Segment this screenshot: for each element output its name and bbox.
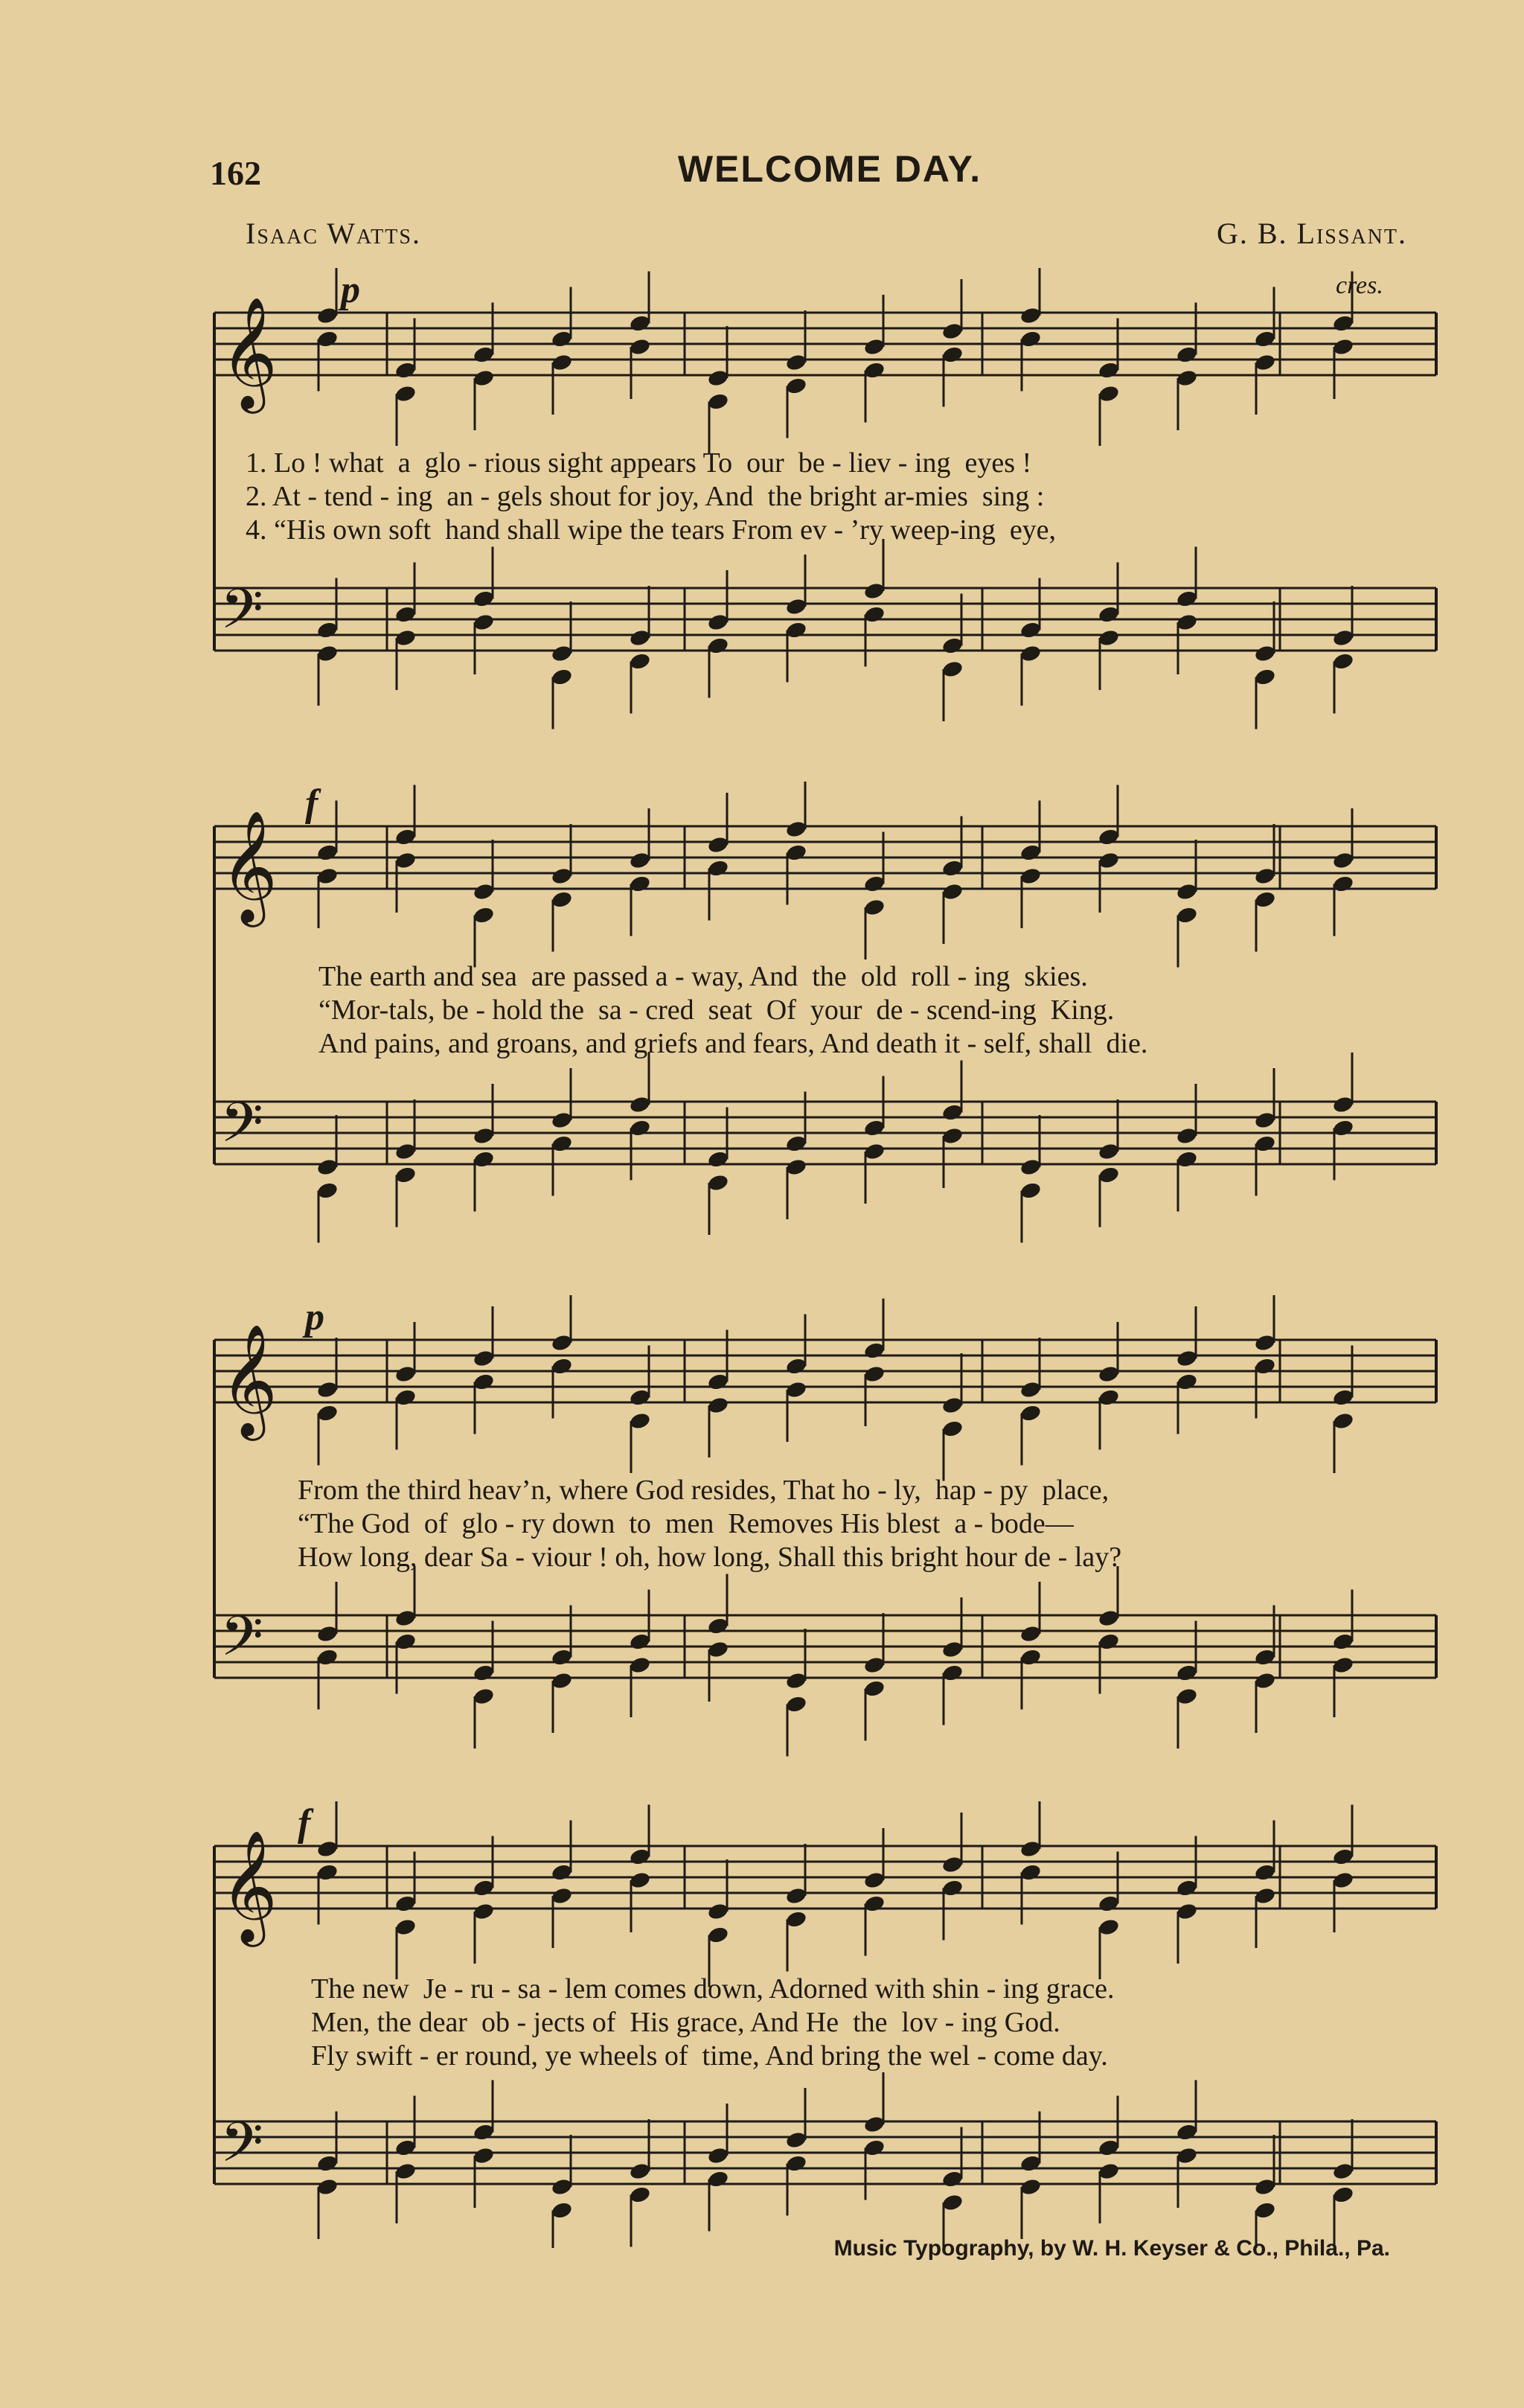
dynamic-marking: p (305, 1296, 324, 1338)
lyric-line-verse-2: 2. At - tend - ing an - gels shout for joy, And the bright ar-mies sing : (246, 481, 1045, 512)
dynamic-marking: f (298, 1802, 311, 1845)
music-system-1 (0, 268, 1524, 744)
bass-clef-icon: 𝄢 (220, 577, 263, 655)
lyric-line-verse-1: From the third heav’n, where God resides, That ho - ly, hap - py place, (298, 1475, 1110, 1506)
lyrics-block (318, 960, 1442, 1061)
treble-clef-icon: 𝄞 (220, 809, 278, 922)
lyric-line-verse-4: And pains, and groans, and griefs and fears, And death it - self, shall die. (318, 1028, 1148, 1059)
music-system-3 (0, 1295, 1524, 1772)
words-author: Isaac Watts. (246, 217, 421, 250)
music-system-4 (0, 1801, 1524, 2248)
lyric-line-verse-2: “Mor-tals, be - hold the sa - cred seat Of your de - scend-ing King. (318, 994, 1115, 1026)
lyric-line-verse-4: Fly swift - er round, ye wheels of time, And bring the wel - come day. (311, 2040, 1108, 2072)
hymn-title: WELCOME DAY. (677, 148, 982, 190)
bass-clef-icon: 𝄢 (220, 2110, 263, 2188)
lyric-line-verse-4: 4. “His own soft hand shall wipe the tears From ev - ’ry weep-ing eye, (246, 514, 1057, 546)
lyrics-block (246, 447, 1442, 547)
lyric-line-verse-1: The new Je - ru - sa - lem comes down, Adorned with shin - ing grace. (311, 1973, 1115, 2005)
cres-marking: cres. (1336, 272, 1383, 299)
lyrics-block (311, 1973, 1442, 2073)
typography-credit: Music Typography, by W. H. Keyser & Co., Phila., Pa. (833, 2236, 1390, 2261)
dynamic-marking: f (305, 782, 318, 825)
lyric-line-verse-1: 1. Lo ! what a glo - rious sight appears To our be - liev - ing eyes ! (246, 447, 1032, 479)
music-system-2 (0, 782, 1524, 1258)
bass-clef-icon: 𝄢 (220, 1090, 263, 1169)
treble-clef-icon: 𝄞 (220, 1829, 278, 1942)
lyrics-block (298, 1474, 1442, 1574)
bass-clef-icon: 𝄢 (220, 1604, 263, 1682)
lyric-line-verse-1: The earth and sea are passed a - way, And the old roll - ing skies. (318, 961, 1088, 992)
treble-clef-icon: 𝄞 (220, 1323, 278, 1436)
music-composer: G. B. Lissant. (1216, 217, 1407, 250)
lyric-line-verse-2: Men, the dear ob - jects of His grace, And He the lov - ing God. (311, 2007, 1060, 2038)
page-number: 162 (210, 154, 261, 192)
lyric-line-verse-4: How long, dear Sa - viour ! oh, how long, Shall this bright hour de - lay? (298, 1542, 1122, 1573)
lyric-line-verse-2: “The God of glo - ry down to men Removes His blest a - bode— (298, 1508, 1074, 1539)
treble-clef-icon: 𝄞 (220, 296, 278, 409)
dynamic-marking: p (341, 269, 360, 311)
